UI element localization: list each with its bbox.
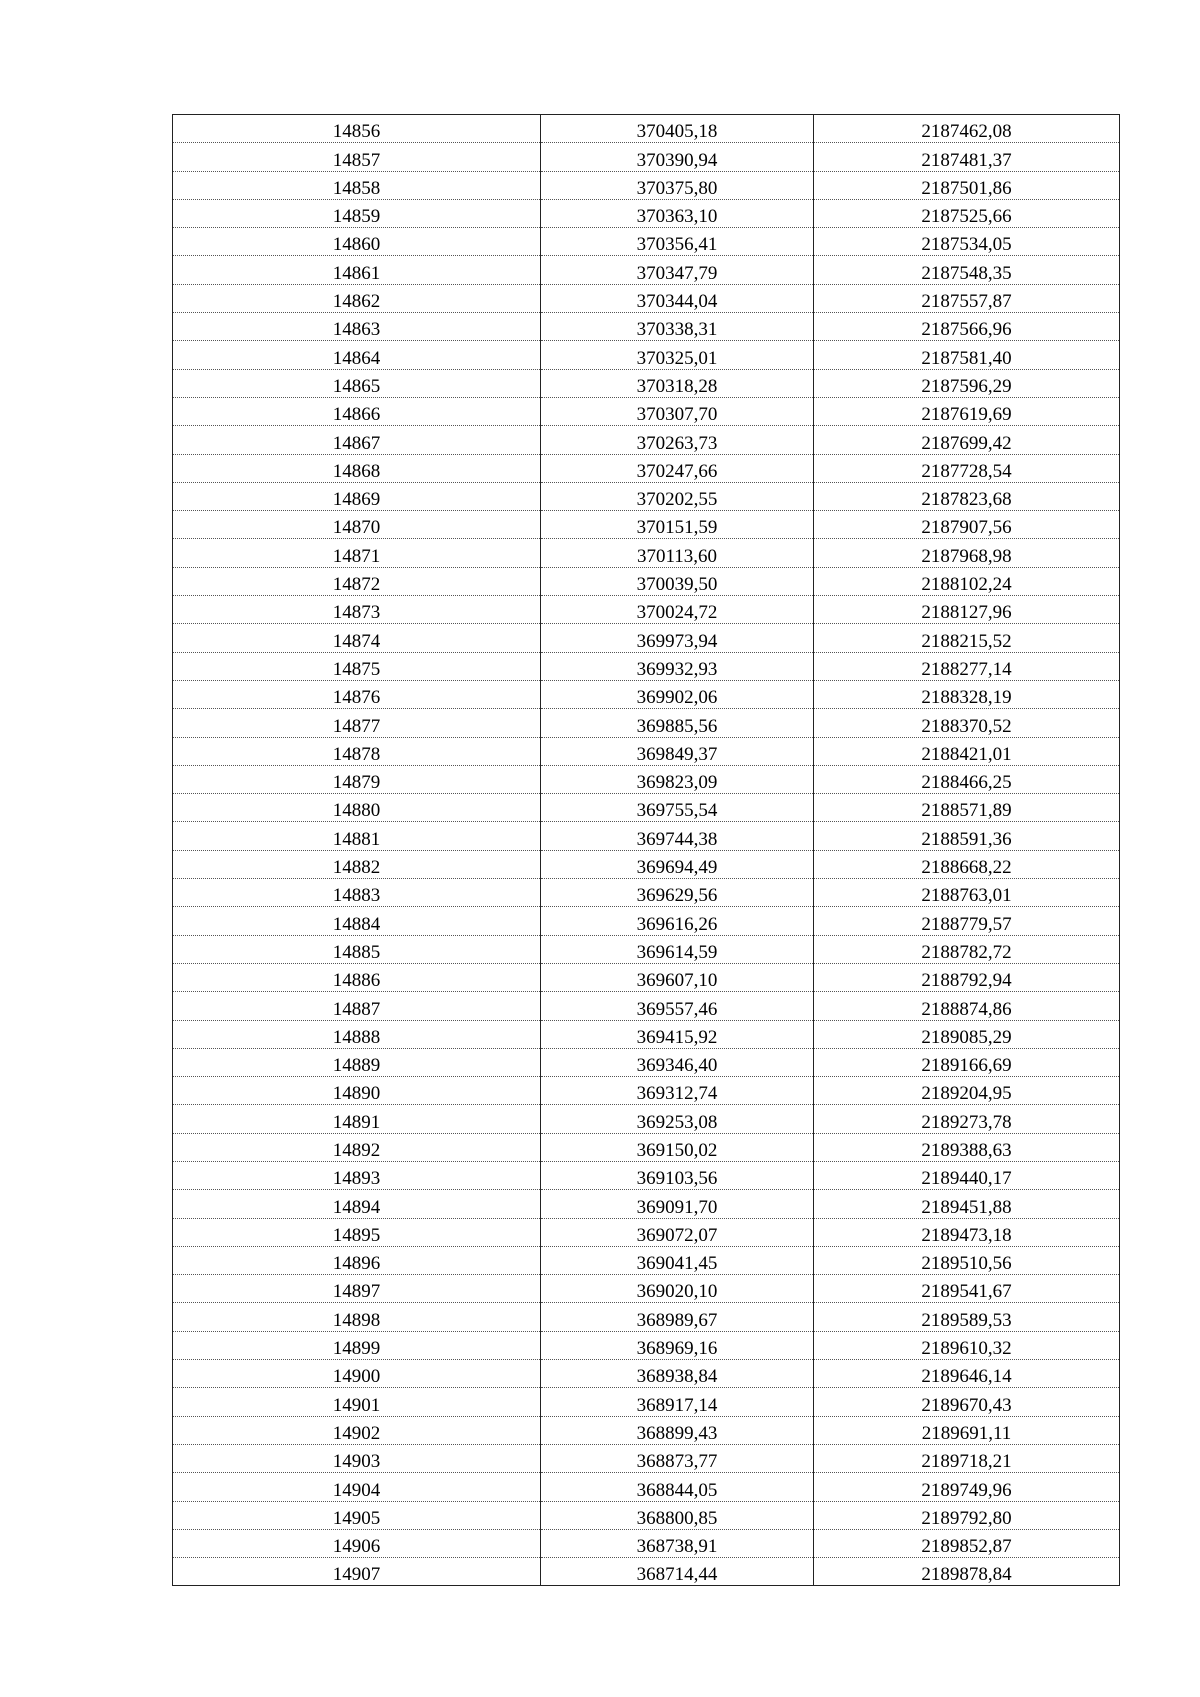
y-coordinate-cell: 2188591,36 [814, 822, 1120, 850]
point-number-cell: 14865 [173, 369, 541, 397]
table-row [173, 1558, 1120, 1586]
y-coordinate-cell: 2189792,80 [814, 1501, 1120, 1529]
table-row [173, 737, 1120, 765]
table-row [173, 992, 1120, 1020]
x-coordinate-cell: 368844,05 [541, 1473, 814, 1501]
table-row [173, 1246, 1120, 1274]
point-number-cell: 14867 [173, 426, 541, 454]
y-coordinate-cell: 2189852,87 [814, 1529, 1120, 1557]
x-coordinate-cell: 369557,46 [541, 992, 814, 1020]
table-row [173, 397, 1120, 425]
x-coordinate-cell: 370338,31 [541, 313, 814, 341]
table-row [173, 596, 1120, 624]
table-row [173, 822, 1120, 850]
x-coordinate-cell: 369253,08 [541, 1105, 814, 1133]
point-number-cell: 14898 [173, 1303, 541, 1331]
x-coordinate-cell: 369932,93 [541, 652, 814, 680]
x-coordinate-cell: 370375,80 [541, 171, 814, 199]
y-coordinate-cell: 2189646,14 [814, 1360, 1120, 1388]
y-coordinate-cell: 2189670,43 [814, 1388, 1120, 1416]
x-coordinate-cell: 370024,72 [541, 596, 814, 624]
point-number-cell: 14860 [173, 228, 541, 256]
point-number-cell: 14906 [173, 1529, 541, 1557]
point-number-cell: 14886 [173, 963, 541, 991]
point-number-cell: 14856 [173, 115, 541, 143]
table-row [173, 1020, 1120, 1048]
point-number-cell: 14900 [173, 1360, 541, 1388]
y-coordinate-cell: 2188792,94 [814, 963, 1120, 991]
table-row [173, 1473, 1120, 1501]
x-coordinate-cell: 370363,10 [541, 199, 814, 227]
point-number-cell: 14880 [173, 794, 541, 822]
point-number-cell: 14903 [173, 1444, 541, 1472]
table-row [173, 284, 1120, 312]
table-row [173, 1303, 1120, 1331]
x-coordinate-cell: 369885,56 [541, 709, 814, 737]
x-coordinate-cell: 368714,44 [541, 1558, 814, 1586]
y-coordinate-cell: 2188277,14 [814, 652, 1120, 680]
table-row [173, 963, 1120, 991]
table-row [173, 1077, 1120, 1105]
point-number-cell: 14887 [173, 992, 541, 1020]
point-number-cell: 14882 [173, 850, 541, 878]
y-coordinate-cell: 2187557,87 [814, 284, 1120, 312]
point-number-cell: 14893 [173, 1161, 541, 1189]
y-coordinate-cell: 2189388,63 [814, 1133, 1120, 1161]
y-coordinate-cell: 2188668,22 [814, 850, 1120, 878]
y-coordinate-cell: 2189610,32 [814, 1331, 1120, 1359]
coordinates-table [172, 114, 1120, 1586]
point-number-cell: 14884 [173, 907, 541, 935]
y-coordinate-cell: 2188782,72 [814, 935, 1120, 963]
table-row [173, 171, 1120, 199]
y-coordinate-cell: 2188466,25 [814, 765, 1120, 793]
table-row [173, 511, 1120, 539]
x-coordinate-cell: 368899,43 [541, 1416, 814, 1444]
y-coordinate-cell: 2187619,69 [814, 397, 1120, 425]
y-coordinate-cell: 2187596,29 [814, 369, 1120, 397]
x-coordinate-cell: 369607,10 [541, 963, 814, 991]
table-row [173, 1161, 1120, 1189]
y-coordinate-cell: 2188215,52 [814, 624, 1120, 652]
x-coordinate-cell: 369973,94 [541, 624, 814, 652]
point-number-cell: 14877 [173, 709, 541, 737]
y-coordinate-cell: 2187548,35 [814, 256, 1120, 284]
y-coordinate-cell: 2187699,42 [814, 426, 1120, 454]
x-coordinate-cell: 369755,54 [541, 794, 814, 822]
y-coordinate-cell: 2188571,89 [814, 794, 1120, 822]
point-number-cell: 14899 [173, 1331, 541, 1359]
y-coordinate-cell: 2189589,53 [814, 1303, 1120, 1331]
table-row [173, 850, 1120, 878]
point-number-cell: 14871 [173, 539, 541, 567]
y-coordinate-cell: 2189273,78 [814, 1105, 1120, 1133]
y-coordinate-cell: 2187534,05 [814, 228, 1120, 256]
table-row [173, 879, 1120, 907]
point-number-cell: 14861 [173, 256, 541, 284]
table-row [173, 1416, 1120, 1444]
y-coordinate-cell: 2187907,56 [814, 511, 1120, 539]
table-row [173, 1048, 1120, 1076]
x-coordinate-cell: 370113,60 [541, 539, 814, 567]
table-row [173, 369, 1120, 397]
x-coordinate-cell: 370347,79 [541, 256, 814, 284]
table-row [173, 1444, 1120, 1472]
x-coordinate-cell: 368800,85 [541, 1501, 814, 1529]
point-number-cell: 14872 [173, 567, 541, 595]
x-coordinate-cell: 368738,91 [541, 1529, 814, 1557]
y-coordinate-cell: 2187728,54 [814, 454, 1120, 482]
x-coordinate-cell: 370390,94 [541, 143, 814, 171]
x-coordinate-cell: 369020,10 [541, 1275, 814, 1303]
x-coordinate-cell: 370325,01 [541, 341, 814, 369]
y-coordinate-cell: 2188102,24 [814, 567, 1120, 595]
x-coordinate-cell: 369072,07 [541, 1218, 814, 1246]
y-coordinate-cell: 2189510,56 [814, 1246, 1120, 1274]
point-number-cell: 14895 [173, 1218, 541, 1246]
x-coordinate-cell: 369415,92 [541, 1020, 814, 1048]
table-row [173, 794, 1120, 822]
x-coordinate-cell: 369849,37 [541, 737, 814, 765]
x-coordinate-cell: 370247,66 [541, 454, 814, 482]
y-coordinate-cell: 2187823,68 [814, 482, 1120, 510]
point-number-cell: 14878 [173, 737, 541, 765]
x-coordinate-cell: 370307,70 [541, 397, 814, 425]
point-number-cell: 14904 [173, 1473, 541, 1501]
x-coordinate-cell: 370344,04 [541, 284, 814, 312]
y-coordinate-cell: 2187968,98 [814, 539, 1120, 567]
x-coordinate-cell: 369091,70 [541, 1190, 814, 1218]
table-row [173, 228, 1120, 256]
table-row [173, 426, 1120, 454]
y-coordinate-cell: 2189541,67 [814, 1275, 1120, 1303]
y-coordinate-cell: 2189085,29 [814, 1020, 1120, 1048]
point-number-cell: 14870 [173, 511, 541, 539]
y-coordinate-cell: 2187462,08 [814, 115, 1120, 143]
y-coordinate-cell: 2189878,84 [814, 1558, 1120, 1586]
table-row [173, 1331, 1120, 1359]
point-number-cell: 14885 [173, 935, 541, 963]
y-coordinate-cell: 2189204,95 [814, 1077, 1120, 1105]
point-number-cell: 14889 [173, 1048, 541, 1076]
y-coordinate-cell: 2189166,69 [814, 1048, 1120, 1076]
y-coordinate-cell: 2187481,37 [814, 143, 1120, 171]
table-row [173, 313, 1120, 341]
point-number-cell: 14905 [173, 1501, 541, 1529]
x-coordinate-cell: 369103,56 [541, 1161, 814, 1189]
y-coordinate-cell: 2189451,88 [814, 1190, 1120, 1218]
point-number-cell: 14892 [173, 1133, 541, 1161]
x-coordinate-cell: 368989,67 [541, 1303, 814, 1331]
table-row [173, 482, 1120, 510]
y-coordinate-cell: 2189749,96 [814, 1473, 1120, 1501]
table-row [173, 199, 1120, 227]
table-row [173, 709, 1120, 737]
table-row [173, 539, 1120, 567]
table-row [173, 1529, 1120, 1557]
y-coordinate-cell: 2187501,86 [814, 171, 1120, 199]
y-coordinate-cell: 2188370,52 [814, 709, 1120, 737]
table-row [173, 1218, 1120, 1246]
table-row [173, 1388, 1120, 1416]
point-number-cell: 14866 [173, 397, 541, 425]
y-coordinate-cell: 2188328,19 [814, 680, 1120, 708]
table-row [173, 143, 1120, 171]
y-coordinate-cell: 2188874,86 [814, 992, 1120, 1020]
point-number-cell: 14859 [173, 199, 541, 227]
point-number-cell: 14907 [173, 1558, 541, 1586]
point-number-cell: 14890 [173, 1077, 541, 1105]
y-coordinate-cell: 2189473,18 [814, 1218, 1120, 1246]
x-coordinate-cell: 369694,49 [541, 850, 814, 878]
y-coordinate-cell: 2187566,96 [814, 313, 1120, 341]
point-number-cell: 14864 [173, 341, 541, 369]
x-coordinate-cell: 369616,26 [541, 907, 814, 935]
point-number-cell: 14874 [173, 624, 541, 652]
x-coordinate-cell: 369823,09 [541, 765, 814, 793]
point-number-cell: 14869 [173, 482, 541, 510]
point-number-cell: 14873 [173, 596, 541, 624]
point-number-cell: 14857 [173, 143, 541, 171]
table-row [173, 624, 1120, 652]
point-number-cell: 14888 [173, 1020, 541, 1048]
table-row [173, 567, 1120, 595]
x-coordinate-cell: 370405,18 [541, 115, 814, 143]
point-number-cell: 14901 [173, 1388, 541, 1416]
y-coordinate-cell: 2188763,01 [814, 879, 1120, 907]
coordinates-table-body [173, 115, 1120, 1586]
table-row [173, 1190, 1120, 1218]
y-coordinate-cell: 2189691,11 [814, 1416, 1120, 1444]
x-coordinate-cell: 370151,59 [541, 511, 814, 539]
table-row [173, 652, 1120, 680]
x-coordinate-cell: 369614,59 [541, 935, 814, 963]
table-row [173, 1133, 1120, 1161]
y-coordinate-cell: 2188421,01 [814, 737, 1120, 765]
x-coordinate-cell: 369150,02 [541, 1133, 814, 1161]
table-row [173, 680, 1120, 708]
x-coordinate-cell: 369346,40 [541, 1048, 814, 1076]
x-coordinate-cell: 370039,50 [541, 567, 814, 595]
point-number-cell: 14883 [173, 879, 541, 907]
point-number-cell: 14875 [173, 652, 541, 680]
point-number-cell: 14894 [173, 1190, 541, 1218]
table-row [173, 115, 1120, 143]
point-number-cell: 14891 [173, 1105, 541, 1133]
table-row [173, 1105, 1120, 1133]
y-coordinate-cell: 2189440,17 [814, 1161, 1120, 1189]
y-coordinate-cell: 2188779,57 [814, 907, 1120, 935]
y-coordinate-cell: 2189718,21 [814, 1444, 1120, 1472]
point-number-cell: 14881 [173, 822, 541, 850]
table-row [173, 935, 1120, 963]
y-coordinate-cell: 2187581,40 [814, 341, 1120, 369]
table-row [173, 341, 1120, 369]
table-row [173, 1360, 1120, 1388]
x-coordinate-cell: 370202,55 [541, 482, 814, 510]
x-coordinate-cell: 369902,06 [541, 680, 814, 708]
y-coordinate-cell: 2188127,96 [814, 596, 1120, 624]
table-row [173, 1501, 1120, 1529]
x-coordinate-cell: 369629,56 [541, 879, 814, 907]
table-row [173, 765, 1120, 793]
y-coordinate-cell: 2187525,66 [814, 199, 1120, 227]
x-coordinate-cell: 368917,14 [541, 1388, 814, 1416]
table-row [173, 1275, 1120, 1303]
x-coordinate-cell: 369041,45 [541, 1246, 814, 1274]
point-number-cell: 14863 [173, 313, 541, 341]
x-coordinate-cell: 370263,73 [541, 426, 814, 454]
table-row [173, 256, 1120, 284]
point-number-cell: 14868 [173, 454, 541, 482]
point-number-cell: 14897 [173, 1275, 541, 1303]
x-coordinate-cell: 370318,28 [541, 369, 814, 397]
x-coordinate-cell: 368938,84 [541, 1360, 814, 1388]
point-number-cell: 14902 [173, 1416, 541, 1444]
x-coordinate-cell: 369312,74 [541, 1077, 814, 1105]
table-row [173, 907, 1120, 935]
x-coordinate-cell: 368969,16 [541, 1331, 814, 1359]
point-number-cell: 14896 [173, 1246, 541, 1274]
x-coordinate-cell: 370356,41 [541, 228, 814, 256]
point-number-cell: 14862 [173, 284, 541, 312]
x-coordinate-cell: 369744,38 [541, 822, 814, 850]
x-coordinate-cell: 368873,77 [541, 1444, 814, 1472]
point-number-cell: 14858 [173, 171, 541, 199]
point-number-cell: 14876 [173, 680, 541, 708]
point-number-cell: 14879 [173, 765, 541, 793]
table-row [173, 454, 1120, 482]
